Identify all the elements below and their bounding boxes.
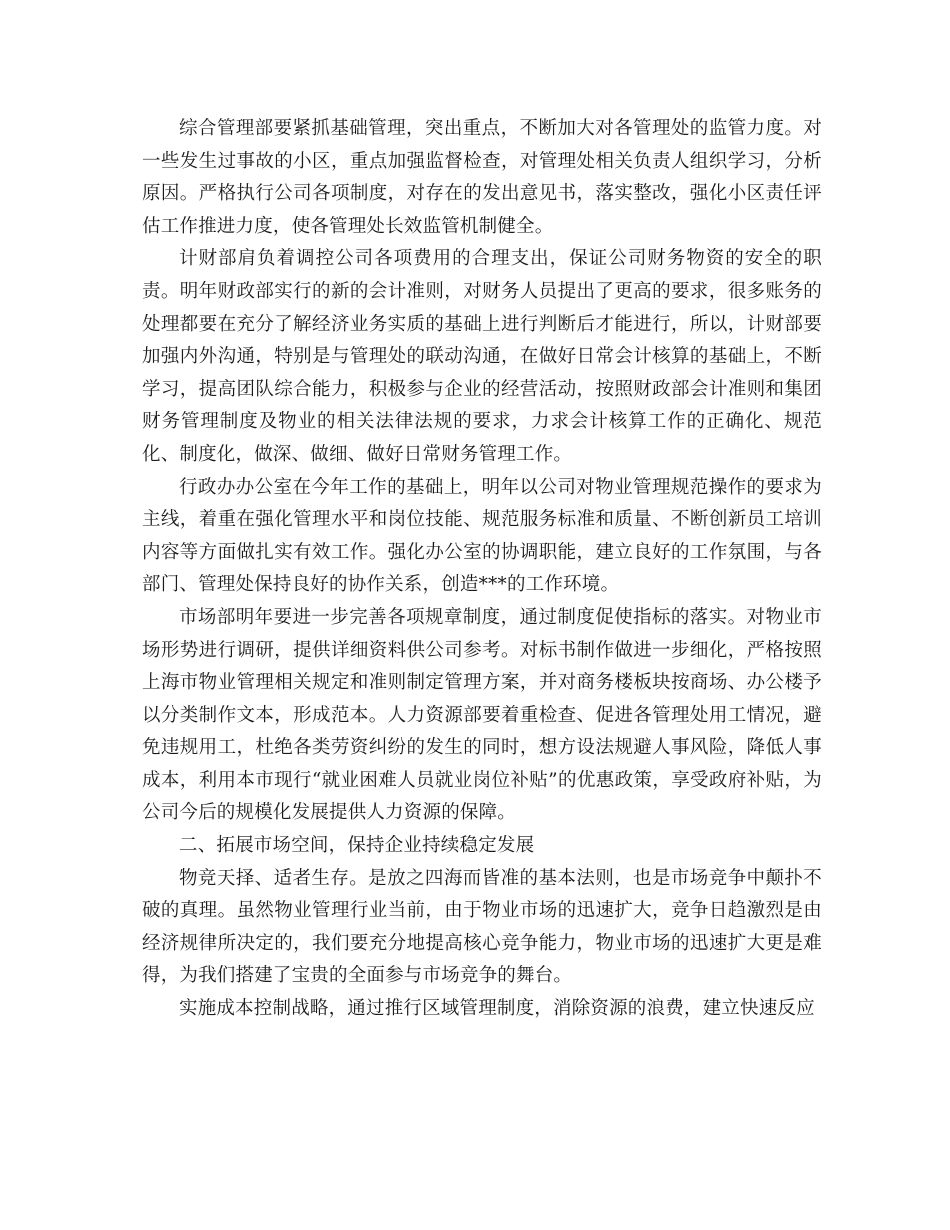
document-body	[142, 113, 822, 1026]
section-heading: 二、拓展市场空间，保持企业持续稳定发展	[179, 835, 535, 857]
paragraph-finance-department: 计财部肩负着调控公司各项费用的合理支出，保证公司财务物资的安全的职责。明年财政部实行的新的会计准则，对财务人员提出了更高的要求，很多账务的处理都要在充分了解经济业务实质的基础上进行判断后才能进行，所以，计财部要加强内外沟通，特别是与管理处的联动沟通，在做好日常会计核算的基础上，不断学习，提高团队综合能力，积极参与企业的经营活动，按照财政部会计准则和集团财务管理制度及物业的相关法律法规的要求，力求会计核算工作的正确化、规范化、制度化，做深、做细、做好日常财务管理工作。	[142, 248, 822, 465]
paragraph-market-and-hr: 市场部明年要进一步完善各项规章制度，通过制度促使指标的落实。对物业市场形势进行调研，提供详细资料供公司参考。对标书制作做进一步细化，严格按照上海市物业管理相关规定和准则制定管理方案，并对商务楼板块按商场、办公楼予以分类制作文本，形成范本。人力资源部要着重检查、促进各管理处用工情况，避免违规用工，杜绝各类劳资纠纷的发生的同时，想方设法规避人事风险，降低人事成本，利用本市现行“就业困难人员就业岗位补贴”的优惠政策，享受政府补贴，为公司今后的规模化发展提供人力资源的保障。	[142, 606, 822, 824]
paragraph-cost-control: 实施成本控制战略，通过推行区域管理制度，消除资源的浪费，建立快速反应	[179, 998, 815, 1020]
paragraph-administration-office: 行政办办公室在今年工作的基础上，明年以公司对物业管理规范操作的要求为主线，着重在强化管理水平和岗位技能、规范服务标准和质量、不断创新员工培训内容等方面做扎实有效工作。强化办公室的协调职能，建立良好的工作氛围，与各部门、管理处保持良好的协作关系，创造***的工作环境。	[142, 476, 822, 596]
paragraph-comprehensive-management: 综合管理部要紧抓基础管理，突出重点，不断加大对各管理处的监管力度。对一些发生过事故的小区，重点加强监督检查，对管理处相关负责人组织学习，分析原因。严格执行公司各项制度，对存在的发出意见书，落实整改，强化小区责任评估工作推进力度，使各管理处长效监管机制健全。	[142, 118, 822, 237]
paragraph-market-competition: 物竞天择、适者生存。是放之四海而皆准的基本法则，也是市场竞争中颠扑不破的真理。虽然物业管理行业当前，由于物业市场的迅速扩大，竞争日趋激烈是由经济规律所决定的，我们要充分地提高核心竞争能力，物业市场的迅速扩大更是难得，为我们搭建了宝贵的全面参与市场竞争的舞台。	[142, 867, 822, 987]
